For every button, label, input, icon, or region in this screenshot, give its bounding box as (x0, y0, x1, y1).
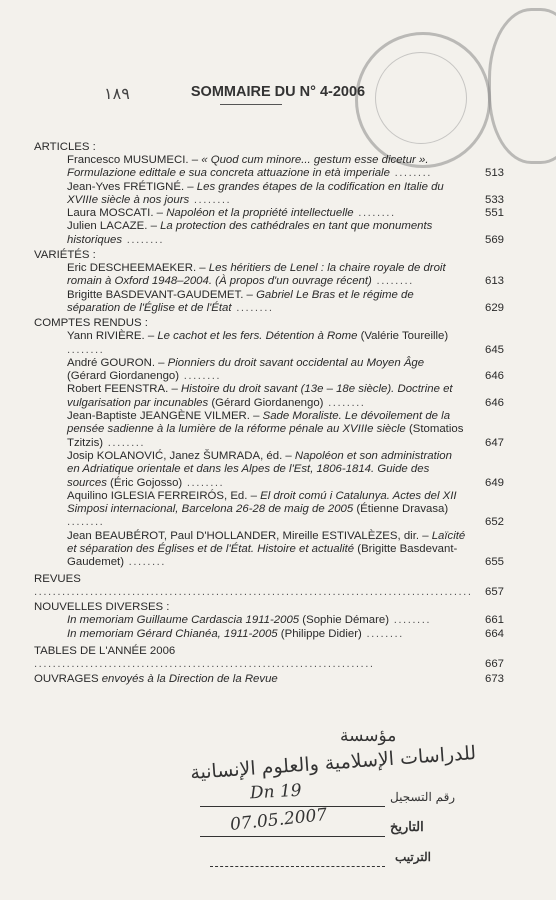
page-number: 551 (484, 207, 504, 220)
date-label: التاريخ (390, 820, 424, 835)
entry-author: Yann RIVIÈRE. (67, 330, 145, 343)
toc-entry (34, 450, 504, 490)
leader-dots: ........ (179, 370, 222, 383)
table-of-contents (34, 141, 504, 687)
entry-author: Julien LACAZE. (67, 220, 148, 233)
entry-separator: – (247, 489, 261, 502)
entry-separator: – (282, 449, 295, 462)
ouvrages-heading: OUVRAGES (34, 673, 99, 686)
date-value: 07.05.2007 (229, 804, 329, 836)
entry-reviewer: (Philippe Didier) (277, 627, 362, 640)
entry-title: Le cachot et les fers. Détention à Rome (157, 330, 358, 343)
entry-reviewer: (Gérard Giordanengo) (208, 396, 324, 409)
page-title: SOMMAIRE DU N° 4-2006 (190, 84, 366, 100)
entry-reviewer: (Gérard Giordanengo) (67, 370, 180, 383)
entry-reviewer: (Sophie Démare) (299, 614, 390, 627)
toc-entry (34, 357, 504, 384)
entry-separator: – (184, 180, 197, 193)
comptes-rendus-list (34, 330, 504, 569)
entry-author: Jean-Yves FRÉTIGNÉ. (67, 180, 185, 193)
varietes-list (34, 262, 504, 315)
entry-author: Eric DESCHEEMAEKER. (67, 262, 197, 275)
entry-author: Josip KOLANOVIĆ, Janez ŠUMRADA, éd. (67, 449, 283, 462)
leader-dots: ........ (182, 476, 225, 489)
page-number: 661 (484, 614, 504, 627)
leader-dots: ........ (389, 614, 432, 627)
nouvelles-list (34, 614, 504, 641)
entry-title: « Quod cum minore... gestum esse dicetur ». Formulazione edittale e sua concreta attuazione in età imperiale (67, 154, 429, 180)
entry-separator: – (153, 207, 167, 220)
page-number: 513 (484, 167, 504, 180)
toc-entry (34, 289, 504, 316)
annotation-line-2: للدراسات الإسلامية والعلوم الإنسانية (189, 742, 477, 784)
toc-entry-tables: TABLES DE L'ANNÉE 2006 ......................................................................... 667 (34, 644, 504, 671)
entry-author: André GOURON. (67, 356, 155, 369)
leader-dots: ........ (389, 167, 432, 180)
toc-entry-ouvrages (34, 673, 504, 686)
toc-entry (34, 330, 504, 357)
entry-reviewer: (Valérie Toureille) (357, 330, 449, 343)
leader-dots: ........ (67, 516, 105, 529)
leader-dots: ........ (123, 556, 166, 569)
entry-title: In memoriam Gérard Chianéa, 1911-2005 (67, 627, 278, 640)
entry-author: Aquilino IGLESIA FERREIRÓS, Ed. (67, 489, 248, 502)
toc-entry (34, 262, 504, 289)
classification-line (210, 866, 385, 867)
entry-reviewer: (Éric Gojosso) (106, 476, 183, 489)
toc-entry (34, 628, 504, 641)
entry-author: Jean-Baptiste JEANGÈNE VILMER. (67, 410, 250, 423)
entry-title: El droit comú i Catalunya. Actes del XII Simposi internacional, Barcelona 26-28 de maig de 2005 (67, 489, 457, 516)
page-number: 569 (484, 233, 504, 246)
toc-entry (34, 207, 504, 220)
leader-dots: ........ (323, 396, 366, 409)
entry-separator: – (154, 356, 168, 369)
leader-dots: ........ (371, 275, 414, 288)
tables-heading: TABLES DE L'ANNÉE 2006 (34, 644, 176, 657)
entry-reviewer: (Brigitte Basdevant-Gaudemet) (67, 543, 458, 569)
toc-entry (34, 383, 504, 410)
page-number: 673 (484, 673, 504, 686)
leader-dots: ........ (67, 343, 105, 356)
entry-title: Napoléon et la propriété intellectuelle (166, 207, 354, 220)
entry-author: Brigitte BASDEVANT-GAUDEMET. (67, 288, 244, 301)
page-number: 657 (484, 585, 504, 598)
leader-dots: ........ (189, 193, 232, 206)
entry-title: Laïcité et séparation des Églises et de l'État. Histoire et actualité (67, 529, 466, 556)
entry-separator: – (147, 220, 161, 233)
page-number: 613 (484, 275, 504, 288)
leader-dots: ........ (361, 627, 404, 640)
entry-title: Les grandes étapes de la codification en Italie du XVIIIe siècle à nos jours (67, 180, 444, 206)
section-heading-articles: ARTICLES : (34, 141, 96, 153)
entry-title: Gabriel Le Bras et le régime de séparation de l'Église et de l'État (67, 288, 414, 314)
entry-separator: – (249, 410, 263, 423)
entry-separator: – (144, 330, 158, 343)
leader-dots: ........ (103, 436, 146, 449)
page-number: 652 (484, 516, 504, 529)
toc-entry (34, 181, 504, 208)
leader-dots: ........ (231, 301, 274, 314)
page-number: 645 (484, 343, 504, 356)
articles-list (34, 154, 504, 247)
entry-author: Jean BEAUBÉROT, Paul D'HOLLANDER, Mireille ESTIVALÈZES, dir. (67, 529, 420, 542)
entry-separator: – (419, 529, 432, 542)
entry-title: Histoire du droit savant (13e – 18e siècle). Doctrine et vulgarisation par incunables (67, 383, 453, 409)
entry-separator: – (168, 383, 181, 396)
leader-dots: ........ (353, 207, 396, 220)
entry-author: Laura MOSCATI. (67, 207, 154, 220)
entry-title: In memoriam Guillaume Cardascia 1911-2005 (67, 614, 300, 627)
revues-heading: REVUES (34, 572, 81, 585)
entry-title: Sade Moraliste. Le dévoilement de la pensée sadienne à la lumière de la réforme pénale au XVIIIe siècle (67, 410, 451, 436)
toc-entry-revues: REVUES .............................................................................................. 657 (34, 572, 504, 598)
page-number: 646 (484, 396, 504, 409)
page-number: 629 (484, 301, 504, 314)
entry-title: Pionniers du droit savant occidental au Moyen Âge (167, 356, 425, 369)
annotation-line-1: مؤسسة (340, 726, 397, 746)
toc-entry (34, 220, 504, 247)
entry-separator: – (243, 288, 257, 301)
page-number: 649 (484, 476, 504, 489)
entry-title: Napoléon et son administration en Adriatique orientale et dans les Alpes de l'Est, 1806-1814. Guide des sources (67, 449, 452, 489)
toc-entry (34, 410, 504, 450)
section-heading-varietes: VARIÉTÉS : (34, 249, 96, 262)
toc-entry (34, 614, 504, 627)
title-rule (220, 104, 282, 105)
page-number: 533 (484, 193, 504, 206)
page-number: 664 (484, 627, 504, 640)
leader-dots: ........ (122, 233, 165, 246)
entry-separator: – (188, 154, 202, 166)
classification-label: الترتيب (395, 850, 431, 864)
entry-author: Francesco MUSUMECI. (67, 154, 189, 166)
entry-separator: – (196, 262, 209, 275)
entry-title: La protection des cathédrales en tant que monuments historiques (67, 220, 433, 246)
entry-author: Robert FEENSTRA. (67, 383, 169, 396)
entry-reviewer: (Stomatios Tzitzis) (67, 423, 464, 449)
entry-reviewer: (Étienne Dravasa) (353, 503, 449, 516)
date-line (200, 836, 385, 837)
registration-value: Dn 19 (249, 780, 303, 804)
toc-entry (34, 154, 504, 181)
section-heading-nouvelles: NOUVELLES DIVERSES : (34, 601, 170, 614)
page-number: 667 (484, 658, 504, 671)
entry-title: Les héritiers de Lenel : la chaire royale de droit romain à Oxford 1948–2004. (À propos d'un ouvrage récent) (67, 262, 446, 288)
toc-entry (34, 490, 504, 530)
page-number: 655 (484, 556, 504, 569)
registration-label: رقم التسجيل (390, 790, 456, 804)
handwritten-number: ١٨٩ (104, 84, 130, 103)
ouvrages-rest: envoyés à la Direction de la Revue (98, 673, 278, 686)
toc-entry (34, 530, 504, 570)
section-heading-comptes-rendus: COMPTES RENDUS : (34, 317, 148, 330)
page-number: 647 (484, 436, 504, 449)
page-number: 646 (484, 370, 504, 383)
registration-line (200, 806, 385, 807)
